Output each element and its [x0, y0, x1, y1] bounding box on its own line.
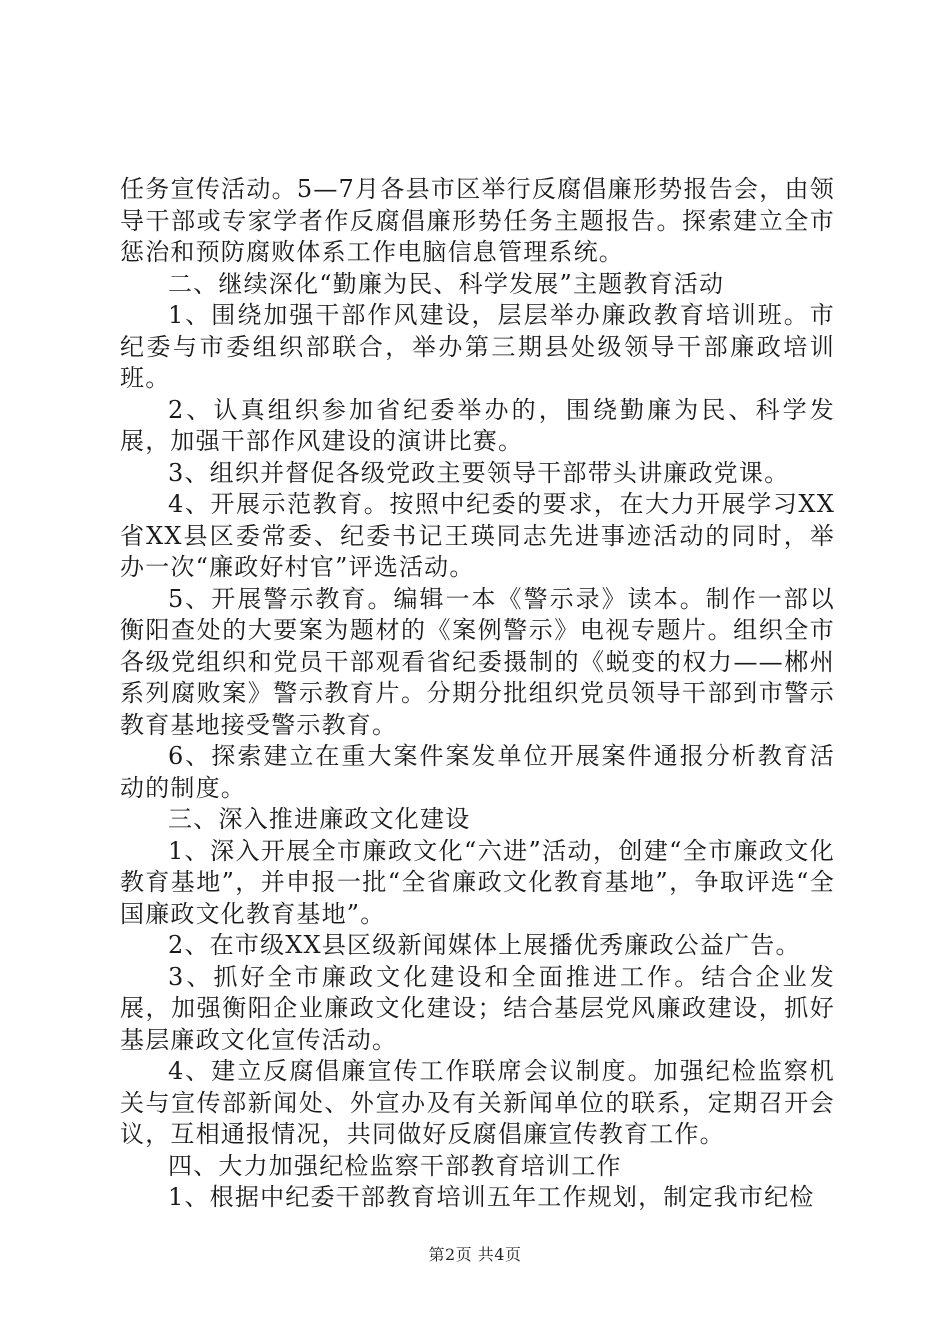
paragraph: 6、探索建立在重大案件案发单位开展案件通报分析教育活动的制度。	[120, 742, 835, 802]
document-body	[120, 174, 835, 1214]
paragraph: 2、认真组织参加省纪委举办的，围绕勤廉为民、科学发展，加强干部作风建设的演讲比赛。	[120, 395, 835, 455]
paragraph: 5、开展警示教育。编辑一本《警示录》读本。制作一部以衡阳查处的大要案为题材的《案例警示》电视专题片。组织全市各级党组织和党员干部观看省纪委摄制的《蜕变的权力——郴州系列腐败案》警示教育片。分期分批组织党员领导干部到市警示教育基地接受警示教育。	[120, 584, 835, 739]
section-heading: 三、深入推进廉政文化建设	[168, 805, 471, 833]
page-number-footer: 第2页 共4页	[428, 1245, 522, 1264]
paragraph: 1、围绕加强干部作风建设，层层举办廉政教育培训班。市纪委与市委组织部联合，举办第三期县处级领导干部廉政培训班。	[120, 301, 835, 392]
paragraph: 1、根据中纪委干部教育培训五年工作规划，制定我市纪检	[168, 1183, 815, 1211]
paragraph: 1、深入开展全市廉政文化“六进”活动，创建“全市廉政文化教育基地”，并申报一批“全省廉政文化教育基地”，争取评选“全国廉政文化教育基地”。	[120, 836, 835, 928]
paragraph: 任务宣传活动。5—7月各县市区举行反腐倡廉形势报告会，由领导干部或专家学者作反腐倡廉形势任务主题报告。探索建立全市惩治和预防腐败体系工作电脑信息管理系统。	[120, 175, 835, 266]
paragraph: 3、抓好全市廉政文化建设和全面推进工作。结合企业发展，加强衡阳企业廉政文化建设；结合基层党风廉政建设，抓好基层廉政文化宣传活动。	[120, 962, 835, 1054]
paragraph: 4、开展示范教育。按照中纪委的要求，在大力开展学习XX省XX县区委常委、纪委书记王瑛同志先进事迹活动的同时，举办一次“廉政好村官”评选活动。	[120, 490, 835, 581]
paragraph: 4、建立反腐倡廉宣传工作联席会议制度。加强纪检监察机关与宣传部新闻处、外宣办及有关新闻单位的联系，定期召开会议，互相通报情况，共同做好反腐倡廉宣传教育工作。	[120, 1057, 835, 1148]
section-heading: 二、继续深化“勤廉为民、科学发展”主题教育活动	[168, 269, 725, 298]
paragraph: 3、组织并督促各级党政主要领导干部带头讲廉政党课。	[168, 458, 790, 487]
paragraph: 2、在市级XX县区级新闻媒体上展播优秀廉政公益广告。	[168, 931, 801, 959]
section-heading: 四、大力加强纪检监察干部教育培训工作	[168, 1151, 622, 1180]
